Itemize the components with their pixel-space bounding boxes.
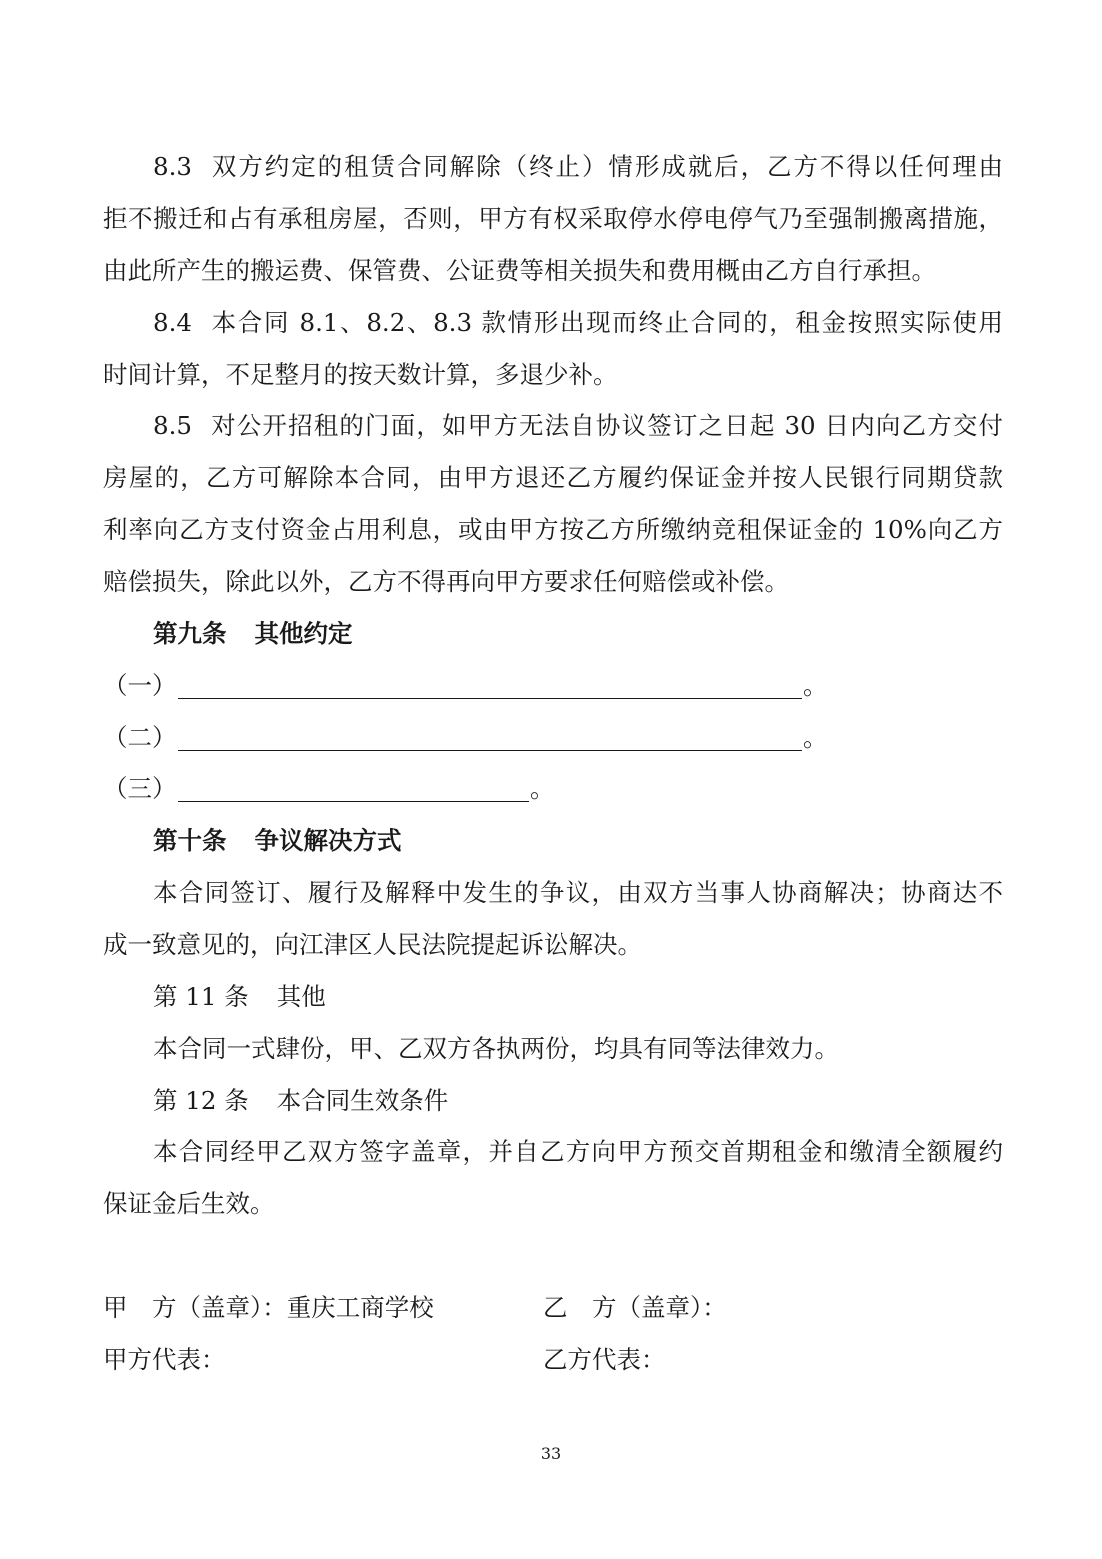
clause-8-4-line-2: 时间计算，不足整月的按天数计算，多退少补。 (103, 360, 618, 389)
article-11-heading (153, 982, 1003, 1012)
article-12-number: 第 12 条 (153, 1086, 249, 1115)
article-11-line-1: 本合同一式肆份，甲、乙双方各执两份，均具有同等法律效力。 (153, 1034, 839, 1063)
clause-8-3-line-3: 由此所产生的搬运费、保管费、公证费等相关损失和费用概由乙方自行承担。 (103, 256, 936, 285)
clause-8-3-text: 双方约定的租赁合同解除（终止）情形成就后，乙方不得以任何理由 (209, 152, 1003, 181)
article-10-heading (153, 826, 1003, 856)
blank-item-1-end: 。 (803, 671, 828, 700)
clause-8-5-number: 8.5 (153, 411, 192, 440)
blank-item-3-end: 。 (530, 774, 555, 803)
clause-8-3-line-2: 拒不搬迁和占有承租房屋，否则，甲方有权采取停水停电停气乃至强制搬离措施， (103, 204, 1003, 233)
clause-8-5-line-4: 赔偿损失，除此以外，乙方不得再向甲方要求任何赔偿或补偿。 (103, 567, 789, 596)
clause-8-5-line-2: 房屋的，乙方可解除本合同，由甲方退还乙方履约保证金并按人民银行同期贷款 (103, 463, 1003, 492)
article-12-heading (153, 1086, 1003, 1116)
clause-8-4-first-line (153, 308, 1003, 338)
clause-8-4-text: 本合同 8.1、8.2、8.3 款情形出现而终止合同的，租金按照实际使用 (209, 308, 1003, 337)
article-9-title: 其他约定 (254, 619, 353, 648)
party-b-representative: 乙方代表： (543, 1345, 666, 1374)
clause-8-3-first-line (153, 152, 1003, 182)
article-11-title: 其他 (276, 982, 326, 1011)
blank-item-2-end: 。 (803, 723, 828, 752)
article-11-number: 第 11 条 (153, 982, 249, 1011)
article-12-title: 本合同生效条件 (276, 1086, 449, 1115)
clause-8-5-text: 对公开招租的门面，如甲方无法自协议签订之日起 30 日内向乙方交付 (209, 411, 1003, 440)
party-b-seal: 乙 方（盖章）： (543, 1293, 727, 1322)
article-12-line-2: 保证金后生效。 (103, 1189, 275, 1218)
blank-item-1-underline (178, 698, 802, 699)
article-12-line-1: 本合同经甲乙双方签字盖章，并自乙方向甲方预交首期租金和缴清全额履约 (153, 1137, 1003, 1166)
article-10-line-2: 成一致意见的，向江津区人民法院提起诉讼解决。 (103, 930, 642, 959)
page-number: 33 (540, 1444, 562, 1463)
article-9-number: 第九条 (153, 619, 227, 648)
clause-8-4-number: 8.4 (153, 308, 192, 337)
clause-8-5-line-3: 利率向乙方支付资金占用利息，或由甲方按乙方所缴纳竞租保证金的 10%向乙方 (103, 515, 1003, 544)
article-10-title: 争议解决方式 (254, 826, 402, 855)
party-a-representative: 甲方代表： (103, 1345, 226, 1374)
blank-item-2-label: （二） (103, 723, 177, 752)
blank-item-2-underline (178, 750, 802, 751)
blank-item-3-underline (178, 801, 529, 802)
article-10-number: 第十条 (153, 826, 227, 855)
article-10-line-1: 本合同签订、履行及解释中发生的争议，由双方当事人协商解决；协商达不 (153, 878, 1003, 907)
blank-item-1-label: （一） (103, 671, 177, 700)
clause-8-5-first-line (153, 411, 1003, 441)
clause-8-3-number: 8.3 (153, 152, 192, 181)
article-9-heading (153, 619, 1003, 649)
party-a-seal: 甲 方（盖章）：重庆工商学校 (103, 1293, 434, 1322)
blank-item-3-label: （三） (103, 774, 177, 803)
